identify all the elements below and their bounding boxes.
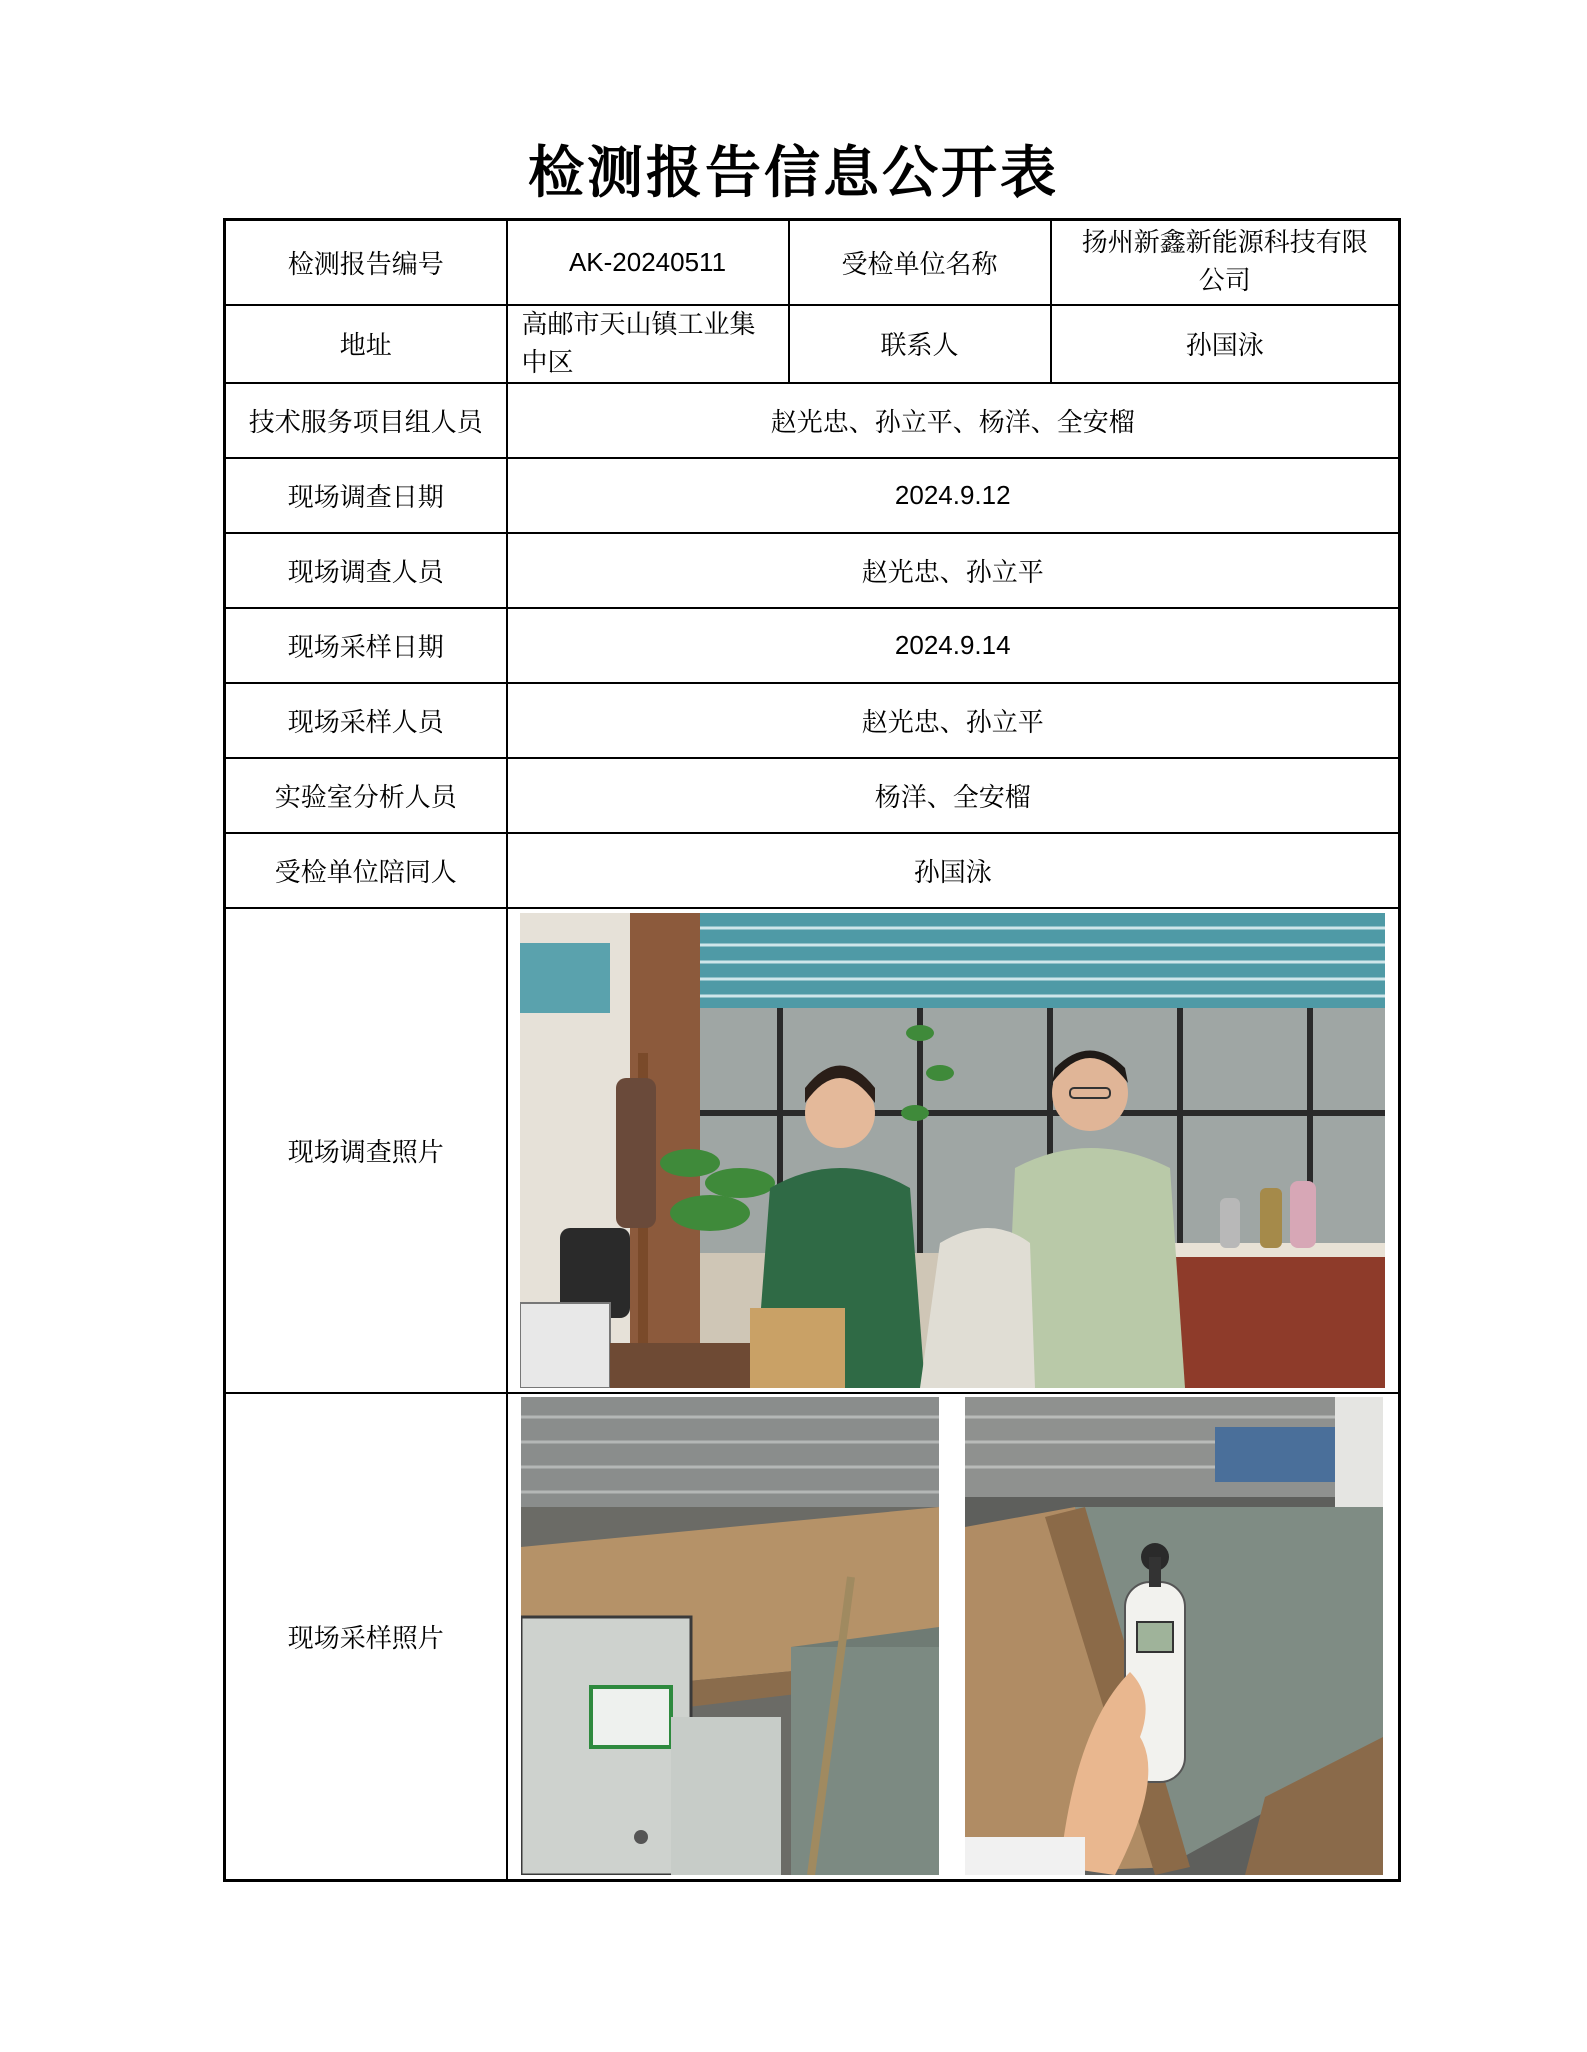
label-client: 受检单位名称 <box>789 220 1051 305</box>
row-survey-date <box>225 458 1400 533</box>
sampling-photo-group <box>508 1394 1399 1879</box>
row-sampling-photo <box>225 1393 1400 1881</box>
label-survey-staff: 现场调查人员 <box>225 533 507 608</box>
row-address <box>225 305 1400 383</box>
value-report-no: AK-20240511 <box>507 220 789 305</box>
label-survey-photo: 现场调查照片 <box>225 908 507 1393</box>
value-address: 高邮市天山镇工业集中区 <box>507 305 789 383</box>
label-contact: 联系人 <box>789 305 1051 383</box>
row-survey-photo <box>225 908 1400 1393</box>
value-sampling-date: 2024.9.14 <box>507 608 1400 683</box>
sampling-photo-left <box>521 1397 939 1875</box>
row-escort <box>225 833 1400 908</box>
label-lab-staff: 实验室分析人员 <box>225 758 507 833</box>
row-lab-staff <box>225 758 1400 833</box>
row-sampling-date <box>225 608 1400 683</box>
label-sampling-date: 现场采样日期 <box>225 608 507 683</box>
sampling-photo-right <box>965 1397 1383 1875</box>
sampling-photo-cell <box>507 1393 1400 1881</box>
label-team: 技术服务项目组人员 <box>225 383 507 458</box>
value-contact: 孙国泳 <box>1051 305 1400 383</box>
survey-photo-cell <box>507 908 1400 1393</box>
value-lab-staff: 杨洋、全安榴 <box>507 758 1400 833</box>
label-sampling-photo: 现场采样照片 <box>225 1393 507 1881</box>
label-report-no: 检测报告编号 <box>225 220 507 305</box>
value-survey-staff: 赵光忠、孙立平 <box>507 533 1400 608</box>
value-escort: 孙国泳 <box>507 833 1400 908</box>
row-survey-staff <box>225 533 1400 608</box>
label-survey-date: 现场调查日期 <box>225 458 507 533</box>
row-team <box>225 383 1400 458</box>
label-sampling-staff: 现场采样人员 <box>225 683 507 758</box>
row-report-no <box>225 220 1400 305</box>
value-sampling-staff: 赵光忠、孙立平 <box>507 683 1400 758</box>
value-team: 赵光忠、孙立平、杨洋、全安榴 <box>507 383 1400 458</box>
value-survey-date: 2024.9.12 <box>507 458 1400 533</box>
report-table <box>223 218 1401 1882</box>
label-escort: 受检单位陪同人 <box>225 833 507 908</box>
page-title: 检测报告信息公开表 <box>528 140 1059 206</box>
value-client: 扬州新鑫新能源科技有限公司 <box>1051 220 1400 305</box>
row-sampling-staff <box>225 683 1400 758</box>
survey-photo <box>520 913 1385 1388</box>
label-address: 地址 <box>225 305 507 383</box>
